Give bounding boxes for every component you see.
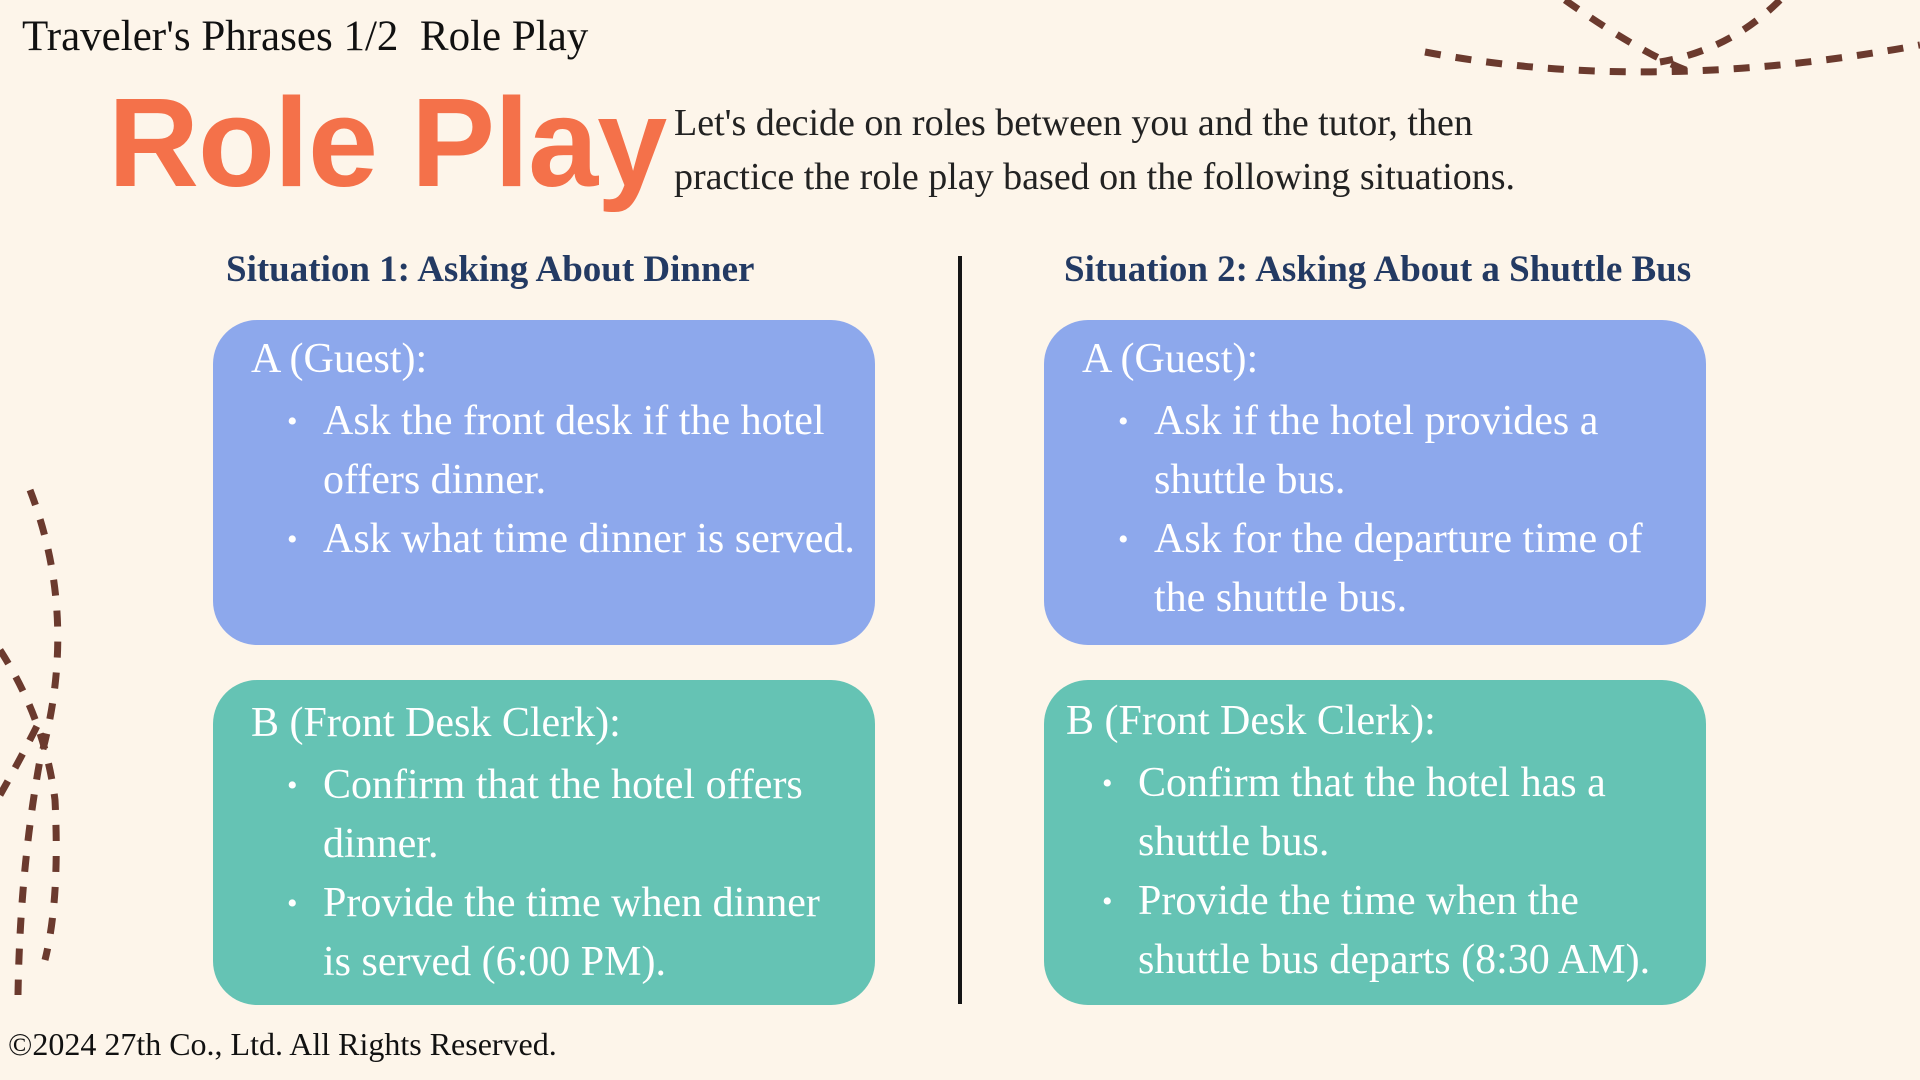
list-item: • Confirm that the hotel offers dinner. — [287, 756, 855, 874]
intro-line-1: Let's decide on roles between you and the tutor, then — [674, 102, 1473, 144]
situation-1-title: Situation 1: Asking About Dinner — [226, 249, 755, 290]
situation-2-clerk-card — [1044, 680, 1706, 1005]
copyright-footer: ©2024 27th Co., Ltd. All Rights Reserved. — [8, 1026, 557, 1062]
list-item: • Provide the time when dinner is served (6:00 PM). — [287, 874, 855, 992]
clerk-role-label: B (Front Desk Clerk): — [1066, 698, 1436, 744]
clerk-role-label: B (Front Desk Clerk): — [251, 700, 621, 746]
list-item: • Confirm that the hotel has a shuttle bus. — [1102, 754, 1692, 872]
list-item: • Provide the time when the shuttle bus departs (8:30 AM). — [1102, 872, 1692, 990]
list-item: • Ask if the hotel provides a shuttle bus. — [1118, 392, 1686, 510]
situation-2-title: Situation 2: Asking About a Shuttle Bus — [1064, 249, 1692, 290]
column-divider — [958, 256, 962, 1004]
list-item: • Ask what time dinner is served. — [287, 510, 855, 569]
intro-line-2: practice the role play based on the following situations. — [674, 156, 1516, 198]
guest-task-list — [1118, 392, 1686, 628]
list-item: • Ask the front desk if the hotel offers dinner. — [287, 392, 855, 510]
lesson-header-title: Traveler's Phrases 1/2 Role Play — [22, 13, 589, 60]
situation-2-guest-card — [1044, 320, 1706, 645]
situation-1-guest-card — [213, 320, 875, 645]
situation-1-clerk-card — [213, 680, 875, 1005]
guest-role-label: A (Guest): — [1082, 336, 1259, 382]
clerk-task-list — [287, 756, 855, 992]
list-item: • Ask for the departure time of the shuttle bus. — [1118, 510, 1686, 628]
guest-task-list — [287, 392, 855, 569]
clerk-task-list — [1102, 754, 1692, 990]
intro-text — [674, 96, 1794, 204]
guest-role-label: A (Guest): — [251, 336, 428, 382]
page-title: Role Play — [108, 72, 667, 213]
